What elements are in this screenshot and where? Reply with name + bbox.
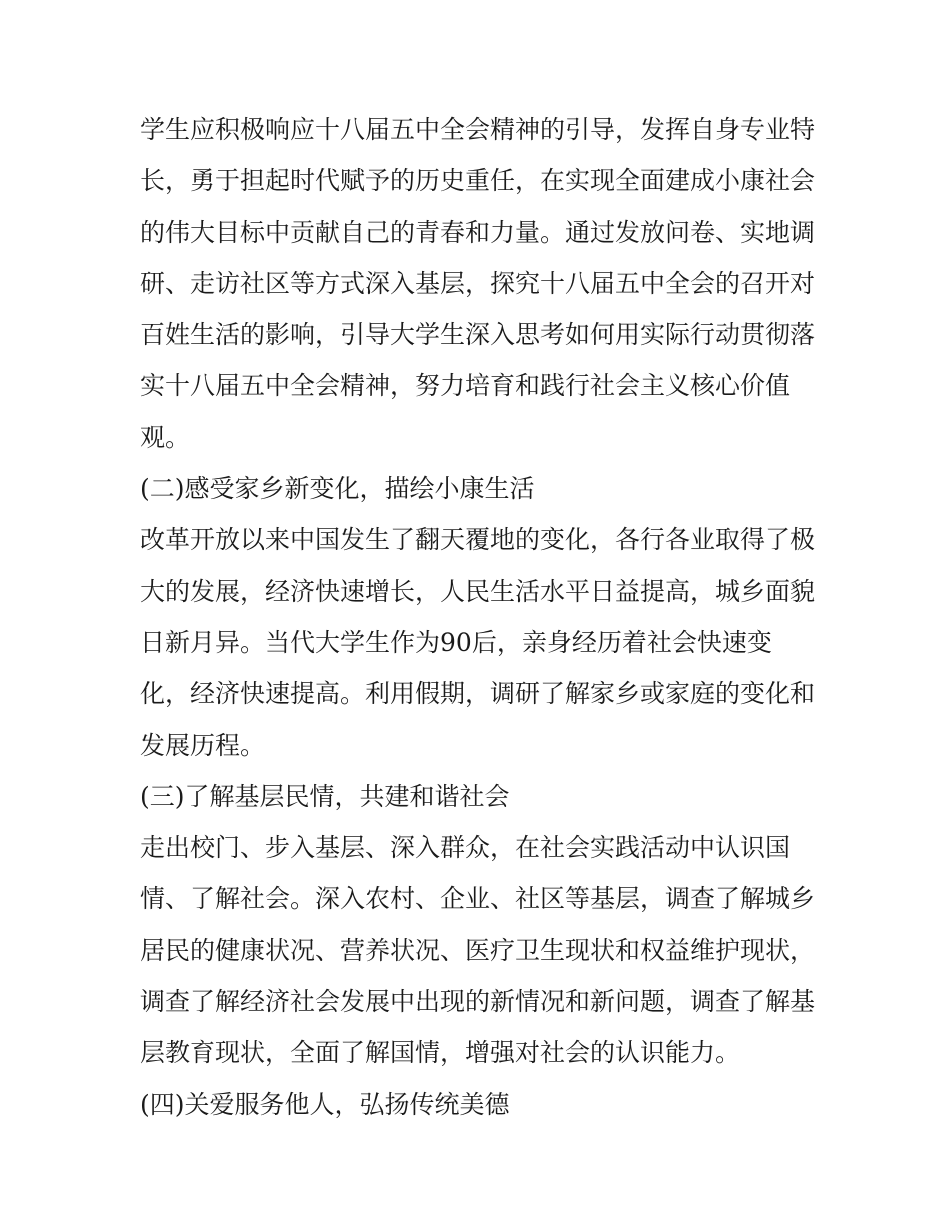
text-line: 居民的健康状况、营养状况、医疗卫生现状和权益维护现状， [140, 935, 816, 965]
text-line: 改革开放以来中国发生了翻天覆地的变化，各行各业取得了极 [140, 525, 816, 555]
paragraph-3 [140, 822, 830, 1078]
section-heading-3: (三)了解基层民情，共建和谐社会 [140, 781, 510, 811]
text-line: 的伟大目标中贡献自己的青春和力量。通过发放问卷、实地调 [140, 217, 816, 247]
text-line: 大的发展，经济快速增长，人民生活水平日益提高，城乡面貌 [140, 576, 816, 606]
text-line: 长，勇于担起时代赋予的历史重任，在实现全面建成小康社会 [140, 166, 816, 196]
paragraph-2 [140, 514, 830, 770]
text-line: 学生应积极响应十八届五中全会精神的引导，发挥自身专业特 [140, 115, 816, 144]
text-line: 发展历程。 [140, 730, 266, 760]
text-line: 情、了解社会。深入农村、企业、社区等基层，调查了解城乡 [140, 884, 816, 914]
text-line: 百姓生活的影响，引导大学生深入思考如何用实际行动贯彻落 [140, 320, 816, 350]
text-line: 调查了解经济社会发展中出现的新情况和新问题，调查了解基 [140, 987, 816, 1017]
text-line: 日新月异。当代大学生作为90后，亲身经历着社会快速变 [140, 627, 772, 657]
paragraph-1 [140, 104, 830, 463]
text-line: 实十八届五中全会精神，努力培育和践行社会主义核心价值 [140, 371, 791, 401]
text-line: 研、走访社区等方式深入基层，探究十八届五中全会的召开对 [140, 268, 816, 298]
section-heading-4: (四)关爱服务他人，弘扬传统美德 [140, 1089, 510, 1119]
text-line: 化，经济快速提高。利用假期，调研了解家乡或家庭的变化和 [140, 679, 816, 709]
text-line: 层教育现状，全面了解国情，增强对社会的认识能力。 [140, 1038, 741, 1068]
section-heading-2: (二)感受家乡新变化，描绘小康生活 [140, 474, 535, 504]
text-line: 观。 [140, 422, 191, 452]
text-line: 走出校门、步入基层、深入群众，在社会实践活动中认识国 [140, 833, 791, 863]
document-body [140, 104, 830, 1130]
